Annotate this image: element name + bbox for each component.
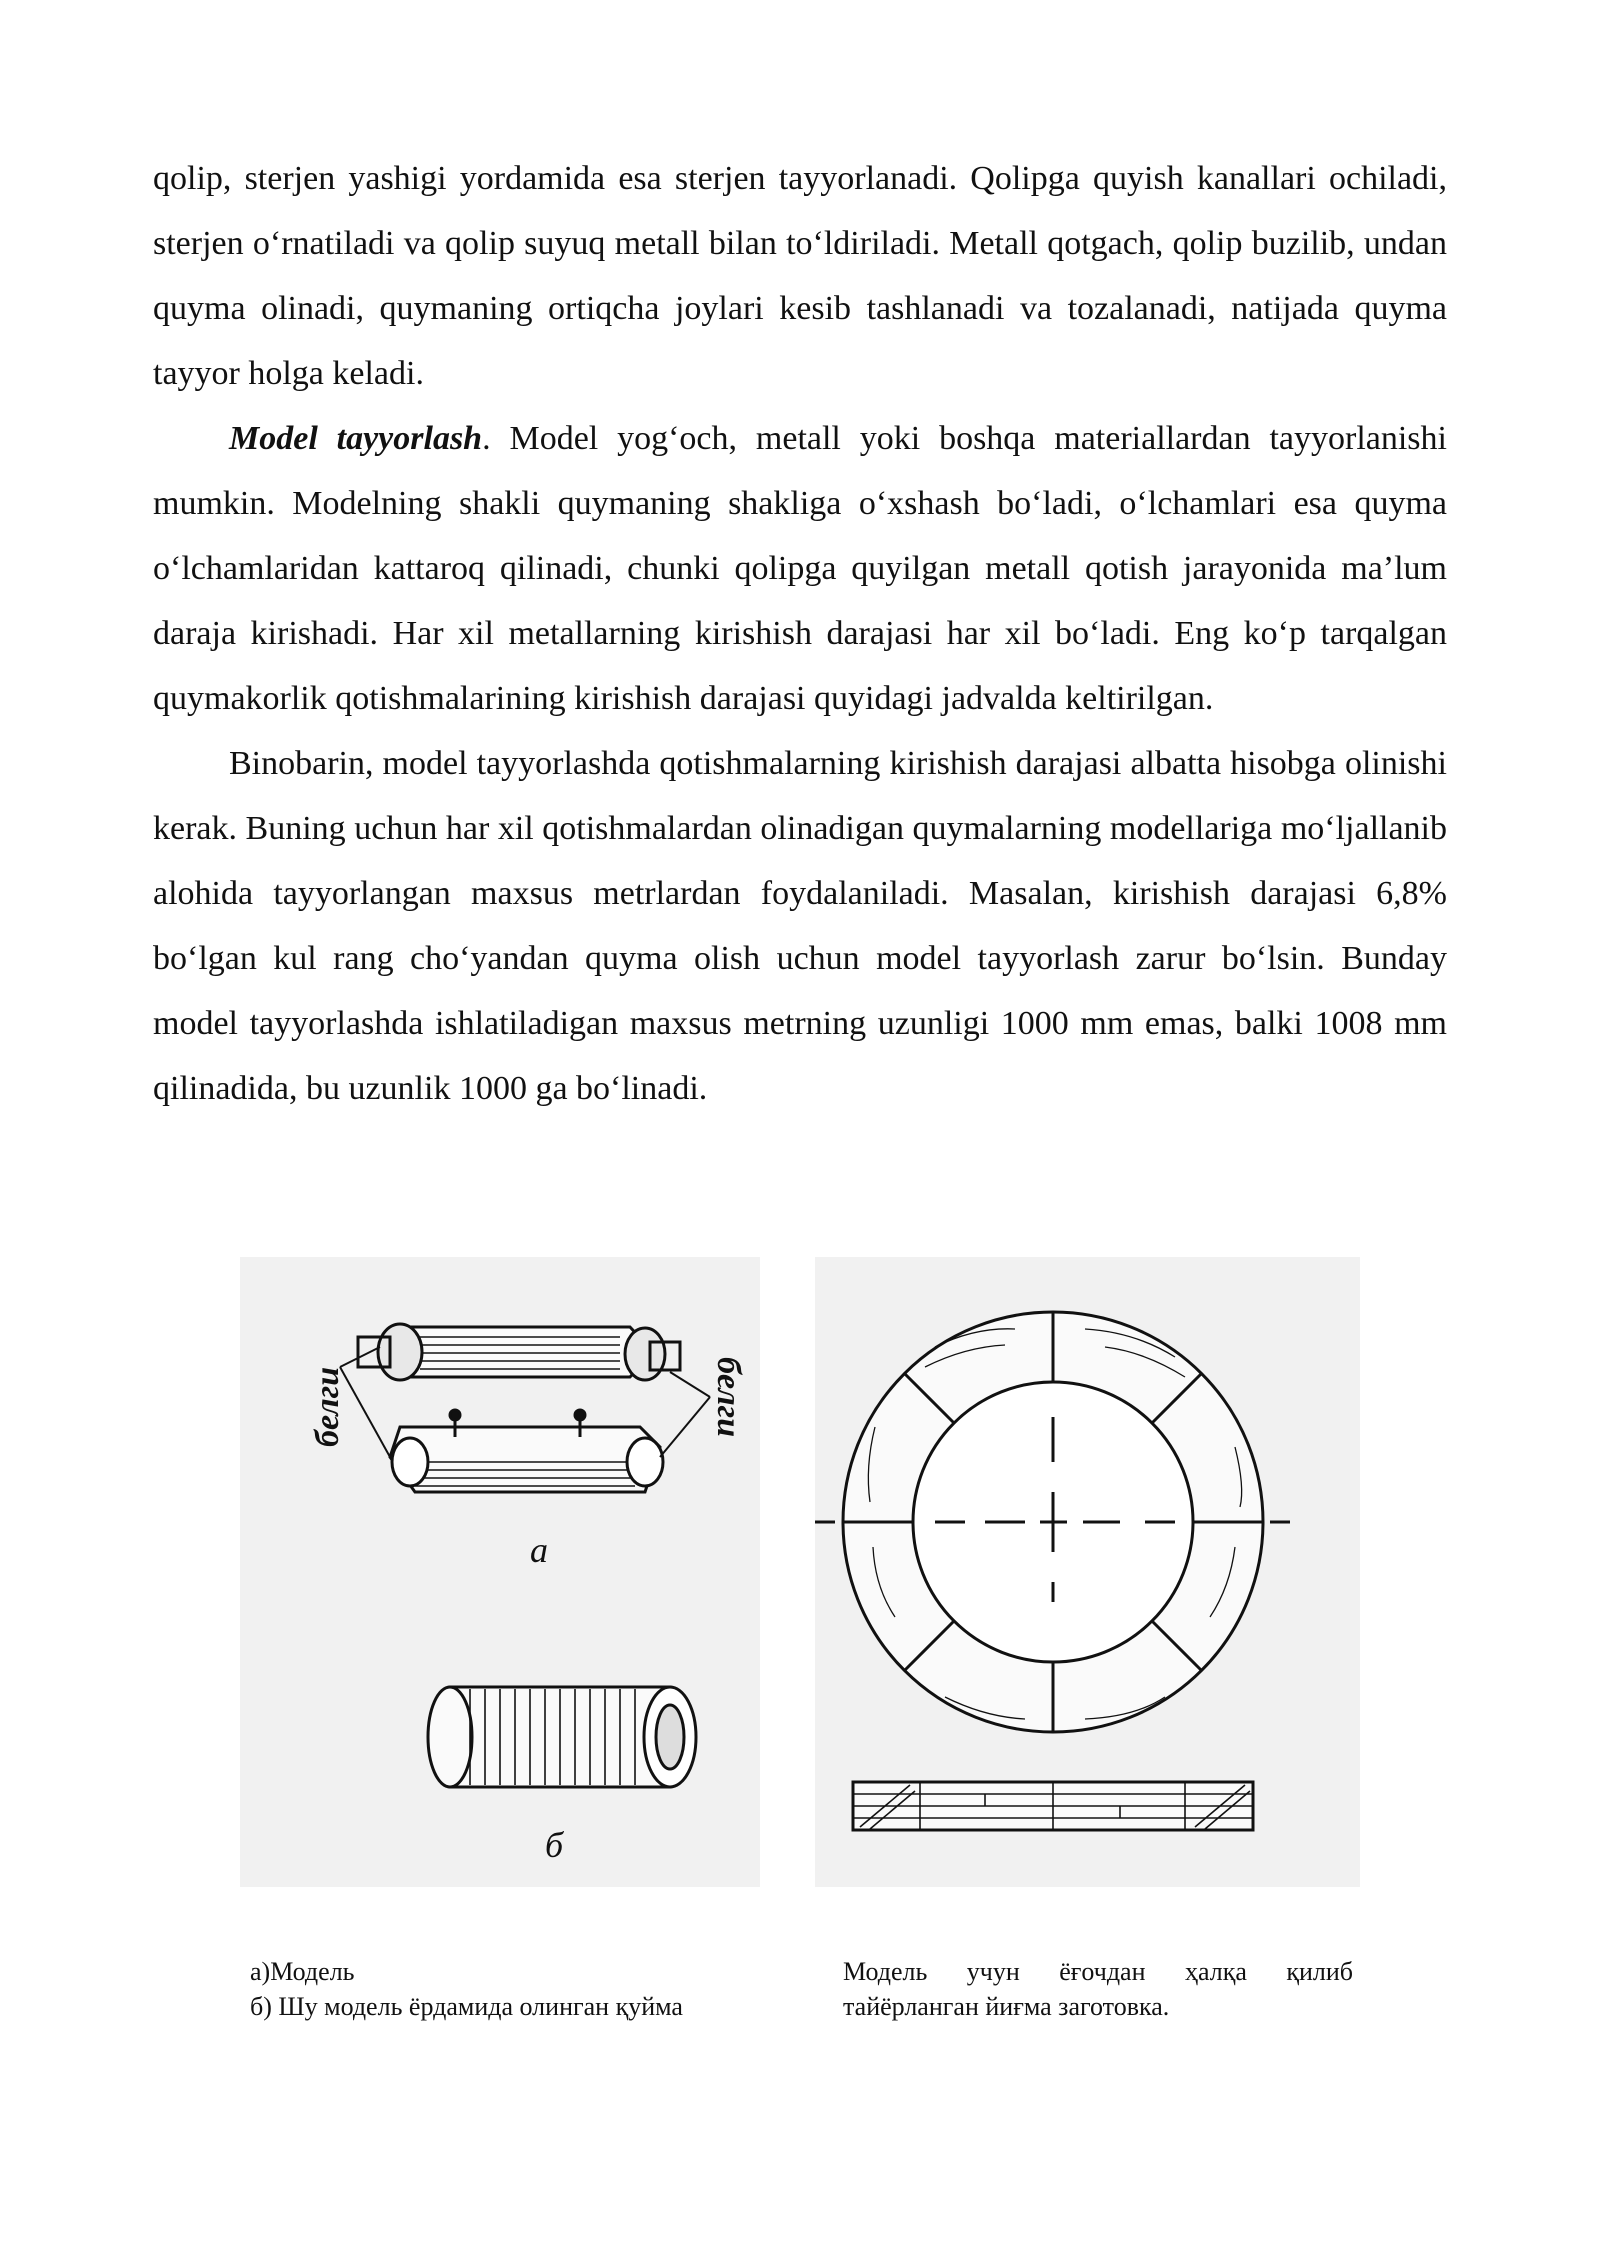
figure-wooden-ring [815,1257,1360,1887]
section-heading-inline: Model tayyorlash [229,420,483,457]
paragraph-2 [153,406,1447,731]
ring-drawing [815,1257,1360,1887]
mark-label-left: белги [309,1366,346,1447]
model-drawing [240,1257,760,1887]
caption-left-line1: а)Модель [250,1957,355,1986]
figure-model-and-casting [240,1257,760,1887]
subfigure-label-a: а [530,1530,548,1570]
paragraph-3: Binobarin, model tayyorlashda qotishmalarning kirishish darajasi albatta hisobga olinishi kerak. Buning uchun har xil qotishmalardan olinadigan quymalarning modellariga mo‘ljallanib alohida tayyorlangan maxsus metrlardan foydalaniladi. Masalan, kirishish darajasi 6,8% bo‘lgan kul rang cho‘yandan quyma olish uchun model tayyorlash zarur bo‘lsin. Bunday model tayyorlashda ishlatiladigan maxsus metrning uzunligi 1000 mm emas, balki 1008 mm qilinadida, bu uzunlik 1000 ga bo‘linadi. [153,745,1447,1107]
caption-left [250,1954,770,2024]
subfigure-label-b: б [545,1825,564,1865]
caption-left-line2: б) Шу модель ёрдамида олинган қуйма [250,1992,683,2021]
body-text [153,146,1447,1121]
caption-right: Модель учун ёғочдан ҳалқа қилиб тайёрланган йиғма заготовка. [843,1957,1353,2021]
mark-label-right: белги [710,1357,747,1438]
paragraph-1: qolip, sterjen yashigi yordamida esa sterjen tayyorlanadi. Qolipga quyish kanallari ochiladi, sterjen o‘rnatiladi va qolip suyuq metall bilan to‘ldiriladi. Metall qotgach, qolip buzilib, undan quyma olinadi, quymaning ortiqcha joylari kesib tashlanadi va tozalanadi, natijada quyma tayyor holga keladi. [153,160,1447,392]
paragraph-2-text: . Model yog‘och, metall yoki boshqa materiallardan tayyorlanishi mumkin. Modelning shakli quymaning shakliga o‘xshash bo‘ladi, o‘lchamlari esa quyma o‘lchamlaridan kattaroq qilinadi, chunki qolipga quyilgan metall qotish jarayonida ma’lum daraja kirishadi. Har xil metallarning kirishish darajasi har xil bo‘ladi. Eng ko‘p tarqalgan quymakorlik qotishmalarining kirishish darajasi quyidagi jadvalda keltirilgan. [153,420,1447,717]
